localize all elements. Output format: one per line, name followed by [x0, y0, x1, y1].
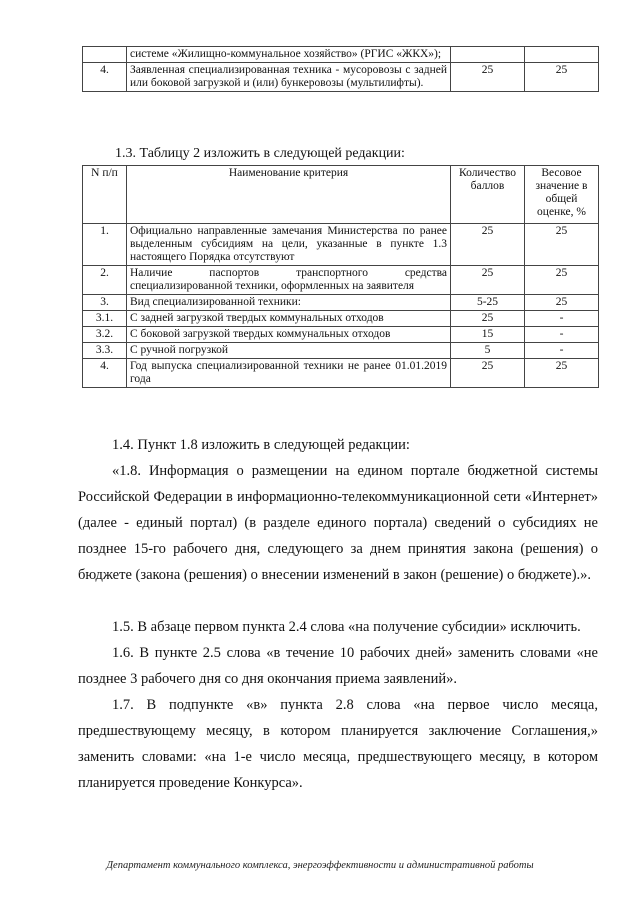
paragraph-1-7: 1.7. В подпункте «в» пункта 2.8 слова «на первое число месяца, предшествующему месяцу, в котором планируется заключение Соглашения,» заменить словами: «на 1-е число месяца, предшествующего месяцу, в котором планируется проведение Конкурса». [78, 697, 598, 791]
header-number: N п/п [83, 166, 127, 224]
row-number: 1. [83, 224, 127, 266]
section-heading: 1.3. Таблицу 2 изложить в следующей редакции: [115, 146, 405, 161]
header-weight: Весовое значение в общей оценке, % [525, 166, 599, 224]
table-header-row [83, 166, 599, 224]
row-number: 3.2. [83, 327, 127, 343]
weight-cell: 25 [525, 63, 599, 92]
criteria-table-2 [82, 165, 599, 388]
score-cell: 15 [451, 327, 525, 343]
paragraph-1-5: 1.5. В абзаце первом пункта 2.4 слова «на получение субсидии» исключить. [112, 619, 581, 635]
weight-cell: 25 [525, 266, 599, 295]
table-row [83, 63, 599, 92]
weight-cell: - [525, 327, 599, 343]
criterion-text: Заявленная специализированная техника - мусоровозы с задней или боковой загрузкой и (или) бункеровозы (мультилифты). [127, 63, 451, 92]
criterion-text: Год выпуска специализированной техники не ранее 01.01.2019 года [127, 359, 451, 388]
row-number: 3.3. [83, 343, 127, 359]
score-cell: 5-25 [451, 295, 525, 311]
criterion-text: Вид специализированной техники: [127, 295, 451, 311]
table-row [83, 327, 599, 343]
table-row [83, 295, 599, 311]
score-cell: 25 [451, 224, 525, 266]
table-row [83, 359, 599, 388]
table-row [83, 343, 599, 359]
score-cell: 25 [451, 359, 525, 388]
paragraph-1-4: 1.4. Пункт 1.8 изложить в следующей редакции: [112, 437, 410, 453]
page-footer: Департамент коммунального комплекса, энергоэффективности и административной работы [106, 860, 534, 871]
criterion-text: Официально направленные замечания Министерства по ранее выделенным субсидиям на цели, указанные в пункте 1.3 настоящего Порядка отсутствуют [127, 224, 451, 266]
row-number: 3. [83, 295, 127, 311]
paragraph-1-8-text: «1.8. Информация о размещении на едином портале бюджетной системы Российской Федерации в информационно-телекоммуникационной сети «Интернет» (далее - единый портал) (в разделе единого портала) сведений о субсидиях не позднее 15-го рабочего дня, следующего за днем принятия закона (решения) о бюджете (закона (решения) о внесении изменений в закон (решение) о бюджете).». [78, 463, 598, 583]
row-number: 4. [83, 359, 127, 388]
score-cell [451, 47, 525, 63]
row-number: 4. [83, 63, 127, 92]
row-number [83, 47, 127, 63]
score-cell: 25 [451, 311, 525, 327]
weight-cell: 25 [525, 359, 599, 388]
criterion-text: С ручной погрузкой [127, 343, 451, 359]
table-row [83, 311, 599, 327]
paragraph-1-6: 1.6. В пункте 2.5 слова «в течение 10 рабочих дней» заменить словами «не позднее 3 рабочего дня со дня окончания приема заявлений». [78, 645, 598, 687]
header-score: Количество баллов [451, 166, 525, 224]
criterion-text: Наличие паспортов транспортного средства специализированной техники, оформленных на заявителя [127, 266, 451, 295]
table-row [83, 224, 599, 266]
header-criterion: Наименование критерия [127, 166, 451, 224]
weight-cell: - [525, 311, 599, 327]
row-number: 2. [83, 266, 127, 295]
weight-cell [525, 47, 599, 63]
table-row [83, 47, 599, 63]
row-number: 3.1. [83, 311, 127, 327]
score-cell: 25 [451, 63, 525, 92]
criterion-text: системе «Жилищно-коммунальное хозяйство» (РГИС «ЖКХ»); [127, 47, 451, 63]
weight-cell: - [525, 343, 599, 359]
criteria-table-continued [82, 46, 599, 92]
criterion-text: С задней загрузкой твердых коммунальных отходов [127, 311, 451, 327]
score-cell: 25 [451, 266, 525, 295]
criterion-text: С боковой загрузкой твердых коммунальных отходов [127, 327, 451, 343]
weight-cell: 25 [525, 224, 599, 266]
weight-cell: 25 [525, 295, 599, 311]
table-row [83, 266, 599, 295]
score-cell: 5 [451, 343, 525, 359]
